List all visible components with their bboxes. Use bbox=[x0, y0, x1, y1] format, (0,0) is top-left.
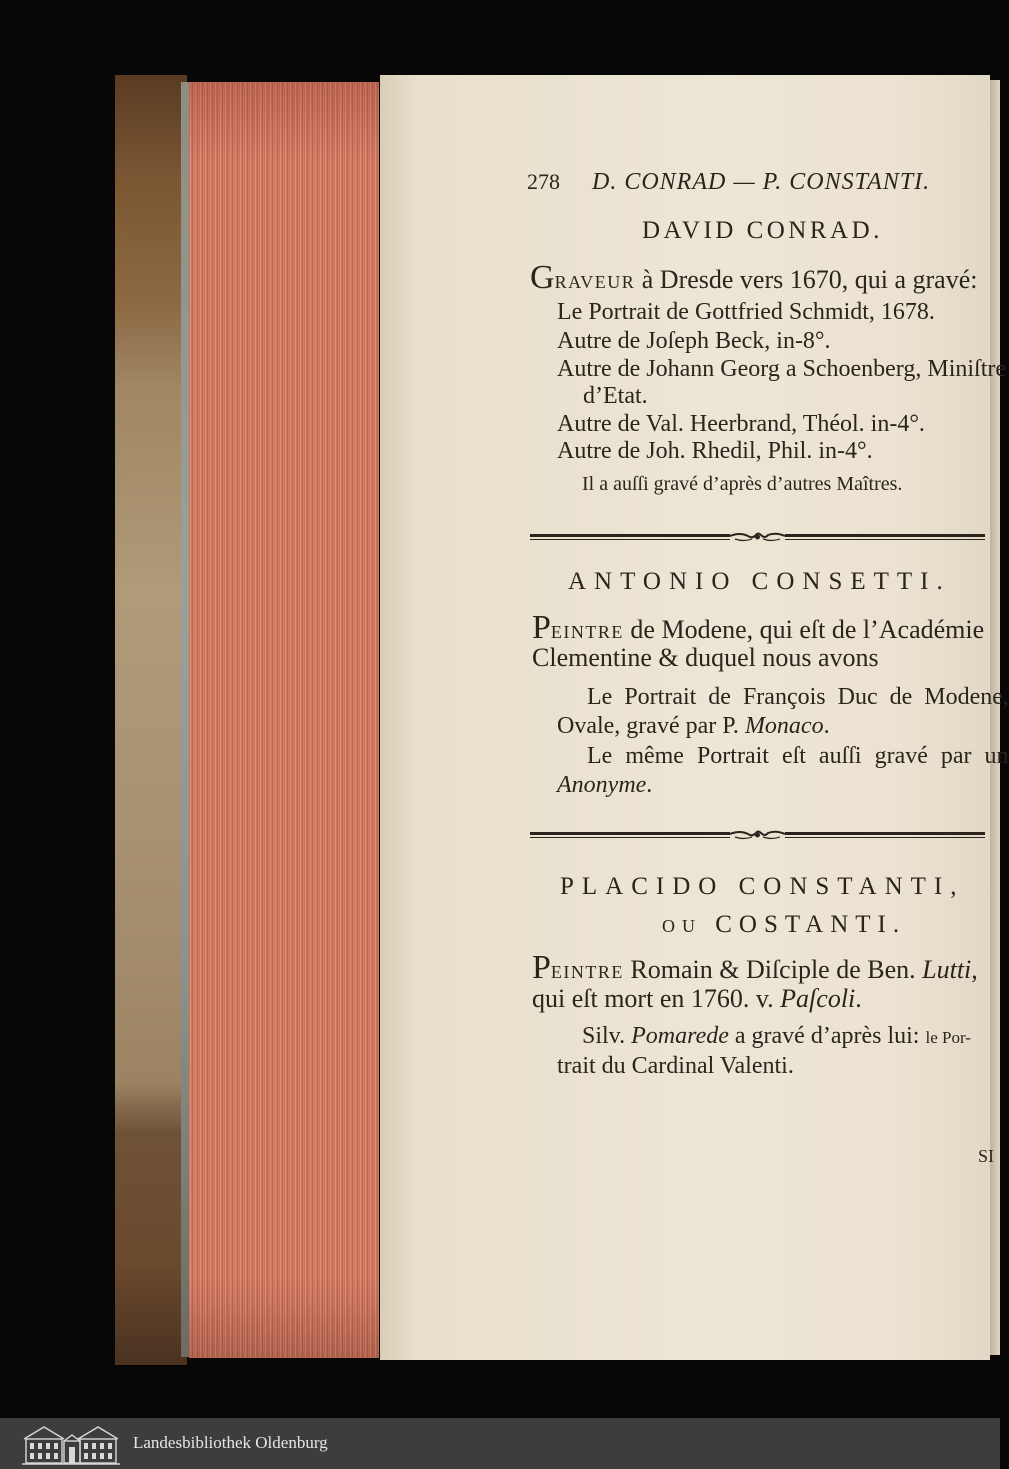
master-name: Lutti bbox=[922, 955, 972, 984]
work-text: Ovale, gravé par P. bbox=[557, 713, 745, 739]
running-head: D. CONRAD — P. CONSTANTI. bbox=[592, 169, 931, 195]
entry-intro-line2: Clementine & duquel nous avons bbox=[532, 643, 879, 672]
engraver-name: Monaco bbox=[744, 713, 824, 739]
entry-intro-line2 bbox=[532, 986, 862, 1012]
entry-heading-placido-constanti: PLACIDO CONSTANTI, bbox=[560, 873, 965, 900]
entry-heading-david-conrad: DAVID CONRAD. bbox=[642, 217, 883, 244]
alt-name-text: COSTANTI. bbox=[702, 911, 907, 938]
entry-heading-alt-name bbox=[662, 912, 906, 937]
work-line: Autre de Johann Georg a Schoenberg, Miniſtre bbox=[557, 356, 1007, 382]
engraver-name: Pomarede bbox=[631, 1023, 729, 1049]
initial-letter: P bbox=[532, 609, 551, 646]
work-line: Autre de Joſeph Beck, in-8°. bbox=[557, 328, 831, 354]
work-line: trait du Cardinal Valenti. bbox=[557, 1053, 794, 1079]
work-line bbox=[557, 714, 830, 738]
engraver-name: Anonyme bbox=[557, 772, 647, 798]
intro-text: à Dresde vers 1670, qui a gravé: bbox=[635, 265, 978, 294]
entry-heading-antonio-consetti: ANTONIO CONSETTI. bbox=[568, 568, 951, 595]
book-page bbox=[380, 75, 1009, 1360]
work-line: Le Portrait de Gottfried Schmidt, 1678. bbox=[557, 299, 935, 325]
work-line: Autre de Joh. Rhedil, Phil. in-4°. bbox=[557, 438, 873, 464]
reference-name: Paſcoli bbox=[780, 984, 856, 1013]
library-building-icon bbox=[20, 1421, 122, 1466]
initial-letter: P bbox=[532, 949, 551, 986]
work-line bbox=[582, 1024, 971, 1048]
work-line: Le Portrait de François Duc de Modene, bbox=[587, 684, 1009, 710]
work-text: Silv. bbox=[582, 1023, 632, 1049]
page-edges bbox=[189, 82, 379, 1358]
ornamental-rule bbox=[530, 530, 985, 544]
entry-intro bbox=[530, 261, 977, 295]
catchword: SI bbox=[978, 1146, 995, 1166]
work-text: . bbox=[646, 772, 653, 798]
entry-intro bbox=[532, 611, 984, 645]
book-cover bbox=[115, 75, 187, 1365]
small-caps-text: EINTRE bbox=[550, 962, 624, 982]
intro-text: Romain & Diſciple de Ben. bbox=[623, 955, 923, 984]
intro-text: qui eſt mort en 1760. v. bbox=[532, 984, 781, 1013]
library-name: Landesbibliothek Oldenburg bbox=[133, 1433, 328, 1452]
ornamental-rule bbox=[530, 828, 985, 842]
work-line bbox=[557, 773, 652, 797]
intro-text: de Modene, qui eſt de l’Académie bbox=[623, 615, 985, 644]
entry-note: Il a auſſi gravé d’après d’autres Maîtres. bbox=[582, 473, 903, 495]
initial-letter: G bbox=[530, 259, 555, 296]
work-line: Le même Portrait eſt auſſi gravé par un bbox=[587, 743, 1009, 769]
intro-text: , bbox=[971, 955, 978, 984]
entry-intro bbox=[532, 951, 978, 985]
work-line: d’Etat. bbox=[583, 383, 648, 409]
footer-bar bbox=[0, 1418, 1000, 1469]
book-board-edge bbox=[181, 82, 189, 1357]
intro-text: . bbox=[855, 984, 862, 1013]
work-text-squeezed: le Por- bbox=[925, 1028, 971, 1047]
work-text: a gravé d’après lui: bbox=[728, 1023, 926, 1049]
work-line: Autre de Val. Heerbrand, Théol. in-4°. bbox=[557, 411, 925, 437]
work-text: . bbox=[823, 713, 830, 739]
small-caps-text: OU bbox=[662, 916, 702, 936]
small-caps-text: RAVEUR bbox=[554, 272, 636, 292]
page-number: 278 bbox=[527, 169, 560, 194]
small-caps-text: EINTRE bbox=[550, 622, 624, 642]
